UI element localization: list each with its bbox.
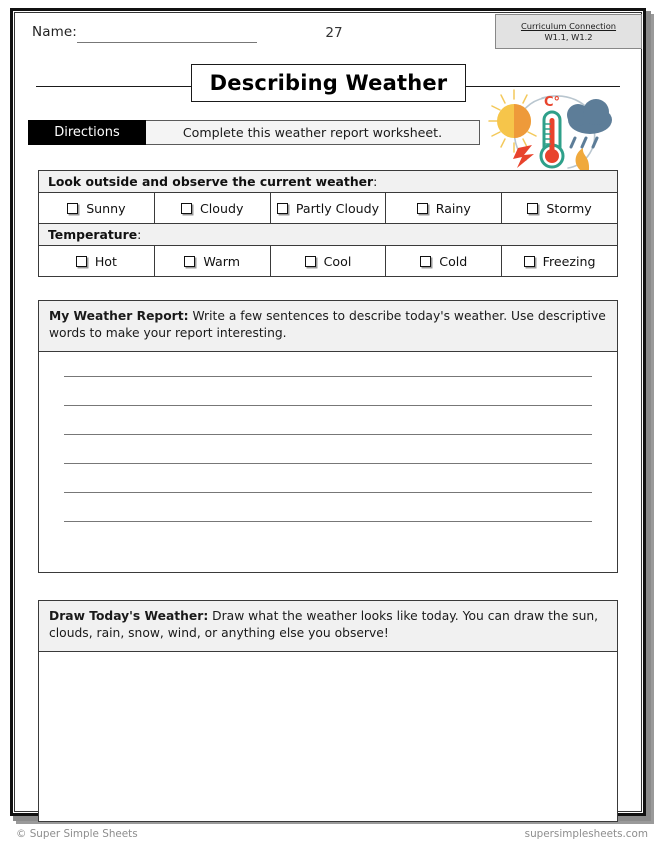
weather-report-prompt-bold: My Weather Report: — [49, 309, 189, 323]
footer-website: supersimplesheets.com — [524, 828, 648, 840]
temperature-section-heading-tail: : — [137, 227, 142, 242]
writing-line[interactable] — [64, 376, 592, 377]
worksheet-page — [14, 12, 642, 812]
observation-table — [38, 170, 618, 277]
weather-option-label: Sunny — [86, 200, 126, 216]
thermometer-icon — [541, 112, 563, 167]
weather-option-cloudy[interactable] — [155, 193, 271, 223]
empty-checkbox-icon[interactable] — [527, 203, 538, 214]
temperature-option-cold[interactable] — [386, 246, 502, 276]
page-title-box — [191, 64, 466, 102]
weather-option-rainy[interactable] — [386, 193, 502, 223]
curriculum-connection-box — [495, 14, 642, 49]
curriculum-connection-title: Curriculum Connection — [520, 21, 617, 32]
temperature-option-label: Hot — [94, 253, 117, 269]
temperature-section-heading — [39, 224, 617, 246]
empty-checkbox-icon[interactable] — [305, 256, 316, 267]
temperature-option-freezing[interactable] — [502, 246, 617, 276]
draw-weather-section — [38, 600, 618, 822]
weather-section-heading-tail: : — [373, 174, 378, 189]
directions-text: Complete this weather report worksheet. — [146, 120, 480, 145]
temperature-option-warm[interactable] — [155, 246, 271, 276]
name-label: Name: — [32, 24, 77, 40]
empty-checkbox-icon[interactable] — [420, 256, 431, 267]
empty-checkbox-icon[interactable] — [277, 203, 288, 214]
directions-bar — [28, 120, 480, 145]
weather-report-section — [38, 300, 618, 573]
footer — [16, 828, 648, 840]
draw-weather-prompt-text: Draw what the weather looks like today. You can draw the sun, clouds, rain, snow, wind, or anything else you observe! — [49, 609, 599, 641]
weather-report-writing-area[interactable] — [39, 352, 617, 522]
weather-option-sunny[interactable] — [39, 193, 155, 223]
empty-checkbox-icon[interactable] — [181, 203, 192, 214]
weather-report-prompt-text: Write a few sentences to describe today's weather. Use descriptive words to make your report interesting. — [49, 309, 606, 341]
directions-tab-label: Directions — [28, 120, 146, 145]
temperature-option-label: Warm — [203, 253, 240, 269]
draw-weather-prompt-bold: Draw Today's Weather: — [49, 609, 209, 623]
name-input-line[interactable] — [77, 42, 257, 43]
empty-checkbox-icon[interactable] — [67, 203, 78, 214]
curriculum-connection-codes: W1.1, W1.2 — [544, 31, 593, 42]
weather-options-row — [39, 193, 617, 224]
empty-checkbox-icon[interactable] — [417, 203, 428, 214]
flame-icon — [576, 148, 590, 170]
rain-cloud-icon — [567, 99, 612, 147]
sun-icon — [489, 90, 536, 152]
temperature-option-label: Cold — [439, 253, 468, 269]
thermometer-unit-label: C° — [543, 95, 561, 110]
temperature-option-label: Cool — [323, 253, 352, 269]
draw-weather-prompt — [39, 601, 617, 652]
temperature-options-row — [39, 246, 617, 276]
footer-copyright: © Super Simple Sheets — [16, 828, 138, 840]
header — [14, 12, 642, 56]
weather-report-prompt — [39, 301, 617, 352]
weather-option-stormy[interactable] — [502, 193, 617, 223]
empty-checkbox-icon[interactable] — [184, 256, 195, 267]
writing-line[interactable] — [64, 492, 592, 493]
empty-checkbox-icon[interactable] — [524, 256, 535, 267]
writing-line[interactable] — [64, 405, 592, 406]
weather-section-heading — [39, 171, 617, 193]
temperature-section-heading-bold: Temperature — [48, 227, 138, 242]
empty-checkbox-icon[interactable] — [76, 256, 87, 267]
weather-option-label: Partly Cloudy — [295, 200, 380, 216]
weather-section-heading-bold: Look outside and observe the current weather — [48, 174, 374, 189]
page-title: Describing Weather — [209, 71, 448, 95]
writing-line[interactable] — [64, 463, 592, 464]
temperature-option-cool[interactable] — [271, 246, 387, 276]
temperature-option-hot[interactable] — [39, 246, 155, 276]
temperature-option-label: Freezing — [542, 253, 596, 269]
drawing-canvas-area[interactable] — [39, 652, 617, 815]
weather-illustration — [486, 82, 618, 170]
lightning-bolt-icon — [513, 145, 534, 168]
writing-line[interactable] — [64, 434, 592, 435]
weather-option-label: Rainy — [435, 200, 471, 216]
weather-option-label: Stormy — [546, 200, 592, 216]
page-number: 27 — [325, 25, 343, 41]
weather-option-label: Cloudy — [199, 200, 244, 216]
weather-option-partly-cloudy[interactable] — [271, 193, 387, 223]
writing-line[interactable] — [64, 521, 592, 522]
